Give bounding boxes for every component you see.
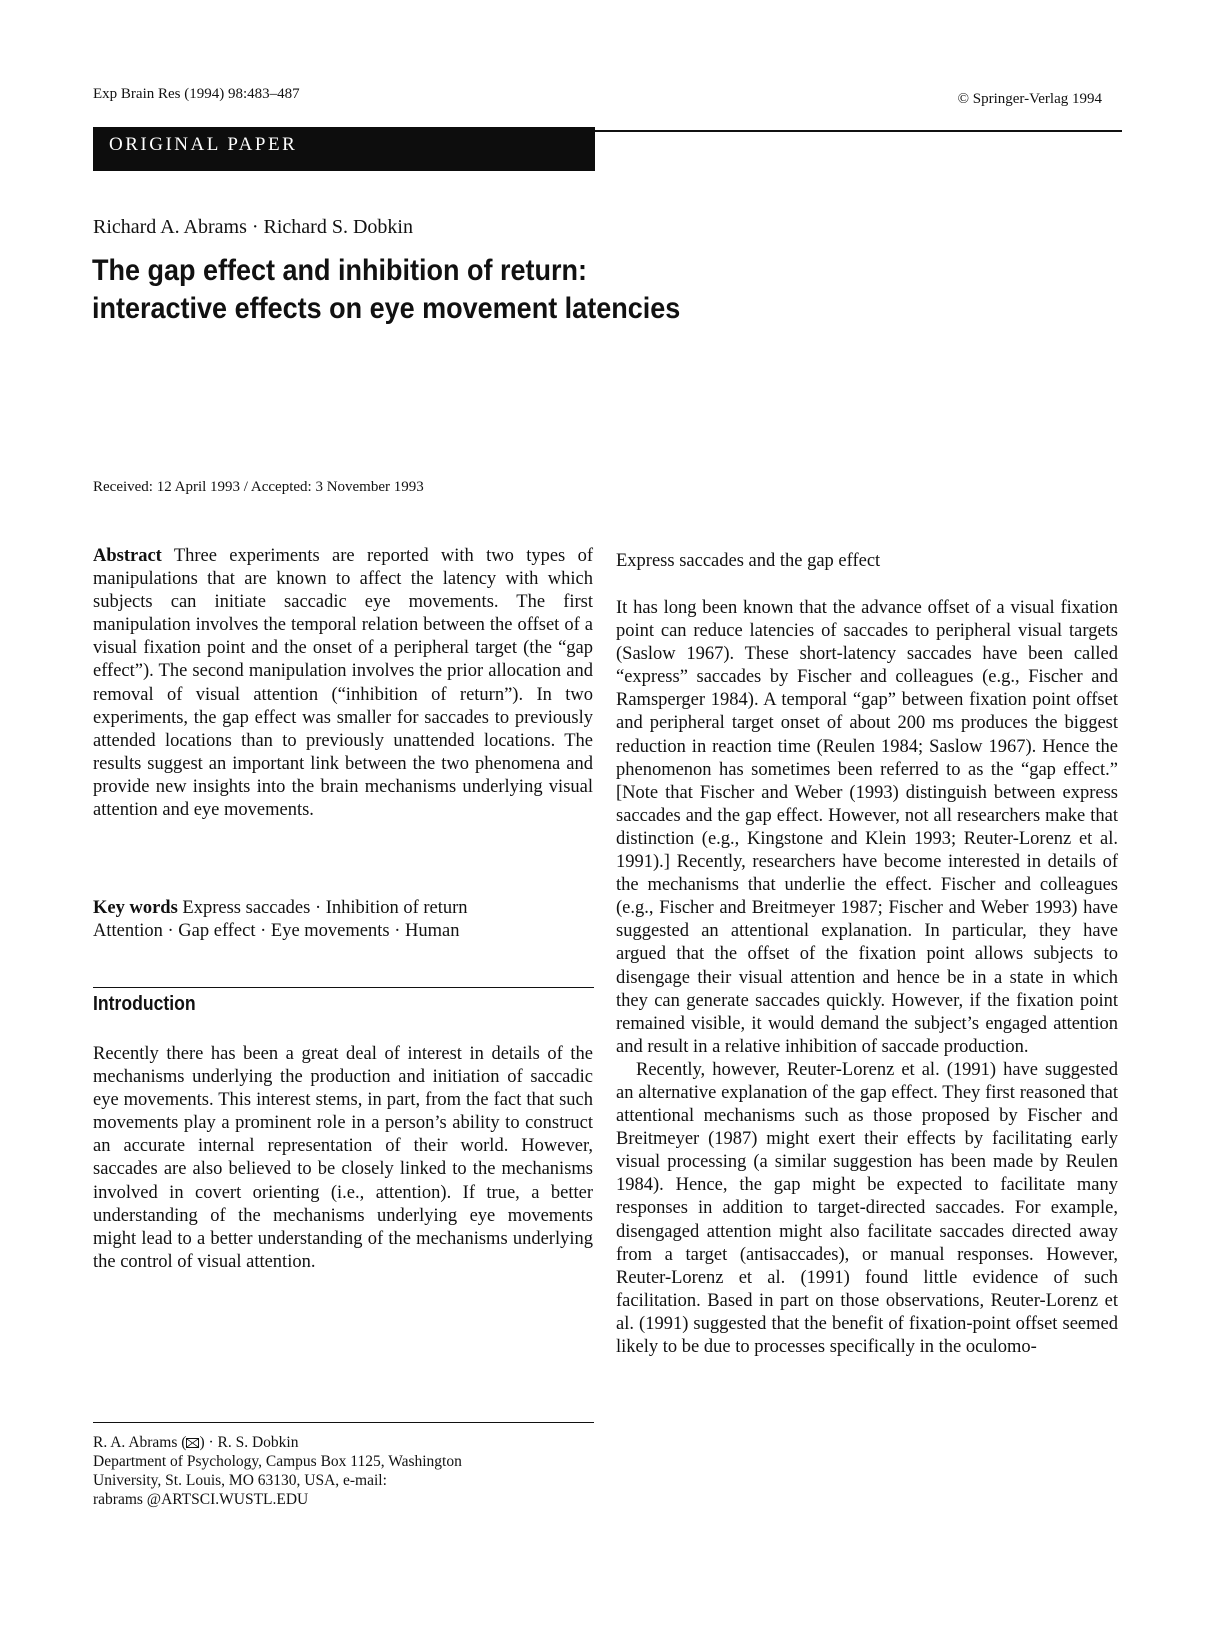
express-saccades-body (616, 597, 1118, 1359)
keywords-label: Key words (93, 898, 178, 918)
header-rule (595, 130, 1122, 132)
keywords-line: Attention · Gap effect · Eye movements · Human (93, 921, 460, 942)
received-accepted-dates: Received: 12 April 1993 / Accepted: 3 November 1993 (93, 479, 424, 495)
footnote-rule (93, 1422, 594, 1423)
body-paragraph: It has long been known that the advance offset of a visual fixation point can reduce latencies of saccades to peripheral visual targets (Saslow 1967). These short-latency saccades have been called “express” saccades by Fischer and colleagues (e.g., Fischer and Ramsperger 1984). A temporal “gap” between fixation point offset and peripheral target onset of about 200 ms produces the biggest reduction in reaction time (Reulen 1984; Saslow 1967). Hence the phenomenon has sometimes been referred to as the “gap effect.” [Note that Fischer and Weber (1993) distinguish between express saccades and the gap effect. However, not all researchers make that distinction (e.g., Kingstone and Klein 1993; Reuter-Lorenz et al. 1991).] Recently, researchers have become interested in details of the mechanisms that underlie the effect. Fischer and colleagues (e.g., Fischer and Breitmeyer 1987; Fischer and Weber 1993) have suggested an attentional explanation. In particular, they have argued that the offset of the fixation point allows subjects to disengage their visual attention and hence be in a state in which they can generate saccades quickly. However, if the fixation point remained visible, it would demand the subject’s engaged attention and result in a relative inhibition of saccade production. (616, 598, 1118, 1057)
keywords-line (93, 897, 593, 920)
introduction-body (93, 1043, 593, 1274)
footnote-email: rabrams @ARTSCI.WUSTL.EDU (93, 1491, 309, 1508)
introduction-heading: Introduction (93, 993, 196, 1015)
article-type-banner (93, 127, 595, 171)
abstract-label: Abstract (93, 546, 162, 566)
body-paragraph: Recently, however, Reuter-Lorenz et al. (1991) have suggested an alternative explanation of the gap effect. They first reasoned that attentional mechanisms such as those proposed by Fischer and Breitmeyer (1987) might exert their effects by facilitating early visual processing (a similar suggestion has been made by Reulen 1984). Hence, the gap might be expected to facilitate many responses in addition to target-directed saccades. For example, disengaged attention might also facilitate saccades directed away from a target (antisaccades), or manual responses. However, Reuter-Lorenz et al. (1991) found little evidence of such facilitation. Based in part on those observations, Reuter-Lorenz et al. (1991) suggested that the benefit of fixation-point offset seemed likely to be due to processes specifically in the oculomo- (616, 1059, 1118, 1357)
express-saccades-heading: Express saccades and the gap effect (616, 551, 881, 571)
footnote-address-line: Department of Psychology, Campus Box 1125, Washington (93, 1453, 462, 1470)
section-rule (93, 987, 594, 988)
author-list: Richard A. Abrams · Richard S. Dobkin (93, 216, 413, 238)
title-line: interactive effects on eye movement latencies (92, 292, 681, 325)
copyright-notice: © Springer-Verlag 1994 (957, 91, 1102, 107)
footnote-authors (93, 1433, 593, 1452)
title-line: The gap effect and inhibition of return: (92, 254, 587, 287)
envelope-icon (186, 1438, 199, 1448)
footnote-author-1: R. A. Abrams ( (93, 1434, 187, 1451)
article-title (92, 252, 902, 328)
journal-reference: Exp Brain Res (1994) 98:483–487 (93, 86, 300, 102)
article-type-label: ORIGINAL PAPER (109, 134, 298, 155)
footnote-author-2: ) · R. S. Dobkin (199, 1434, 299, 1451)
abstract-paragraph (93, 545, 593, 822)
keywords-text: Express saccades · Inhibition of return (182, 898, 468, 918)
footnote-address-line: University, St. Louis, MO 63130, USA, e-mail: (93, 1472, 387, 1489)
abstract-text: Three experiments are reported with two types of manipulations that are known to affect the latency with which subjects can initiate saccadic eye movements. The first manipulation involves the temporal relation between the offset of a visual fixation point and the onset of a peripheral target (the “gap effect”). The second manipulation involves the prior allocation and removal of visual attention (“inhibition of return”). In two experiments, the gap effect was smaller for saccades to previously attended locations than to previously unattended locations. The results suggest an important link between the two phenomena and provide new insights into the brain mechanisms underlying visual attention and eye movements. (93, 546, 593, 821)
keywords (93, 897, 593, 943)
author-footnote (93, 1433, 593, 1509)
introduction-paragraph: Recently there has been a great deal of interest in details of the mechanisms underlying the production and initiation of saccadic eye movements. This interest stems, in part, from the fact that such movements play a prominent role in a person’s ability to construct an accurate internal representation of their world. However, saccades are also believed to be closely linked to the mechanisms involved in covert orienting (i.e., attention). If true, a better understanding of the mechanisms underlying eye movements might lead to a better understanding of the mechanisms underlying the control of visual attention. (93, 1044, 593, 1272)
abstract (93, 545, 593, 822)
